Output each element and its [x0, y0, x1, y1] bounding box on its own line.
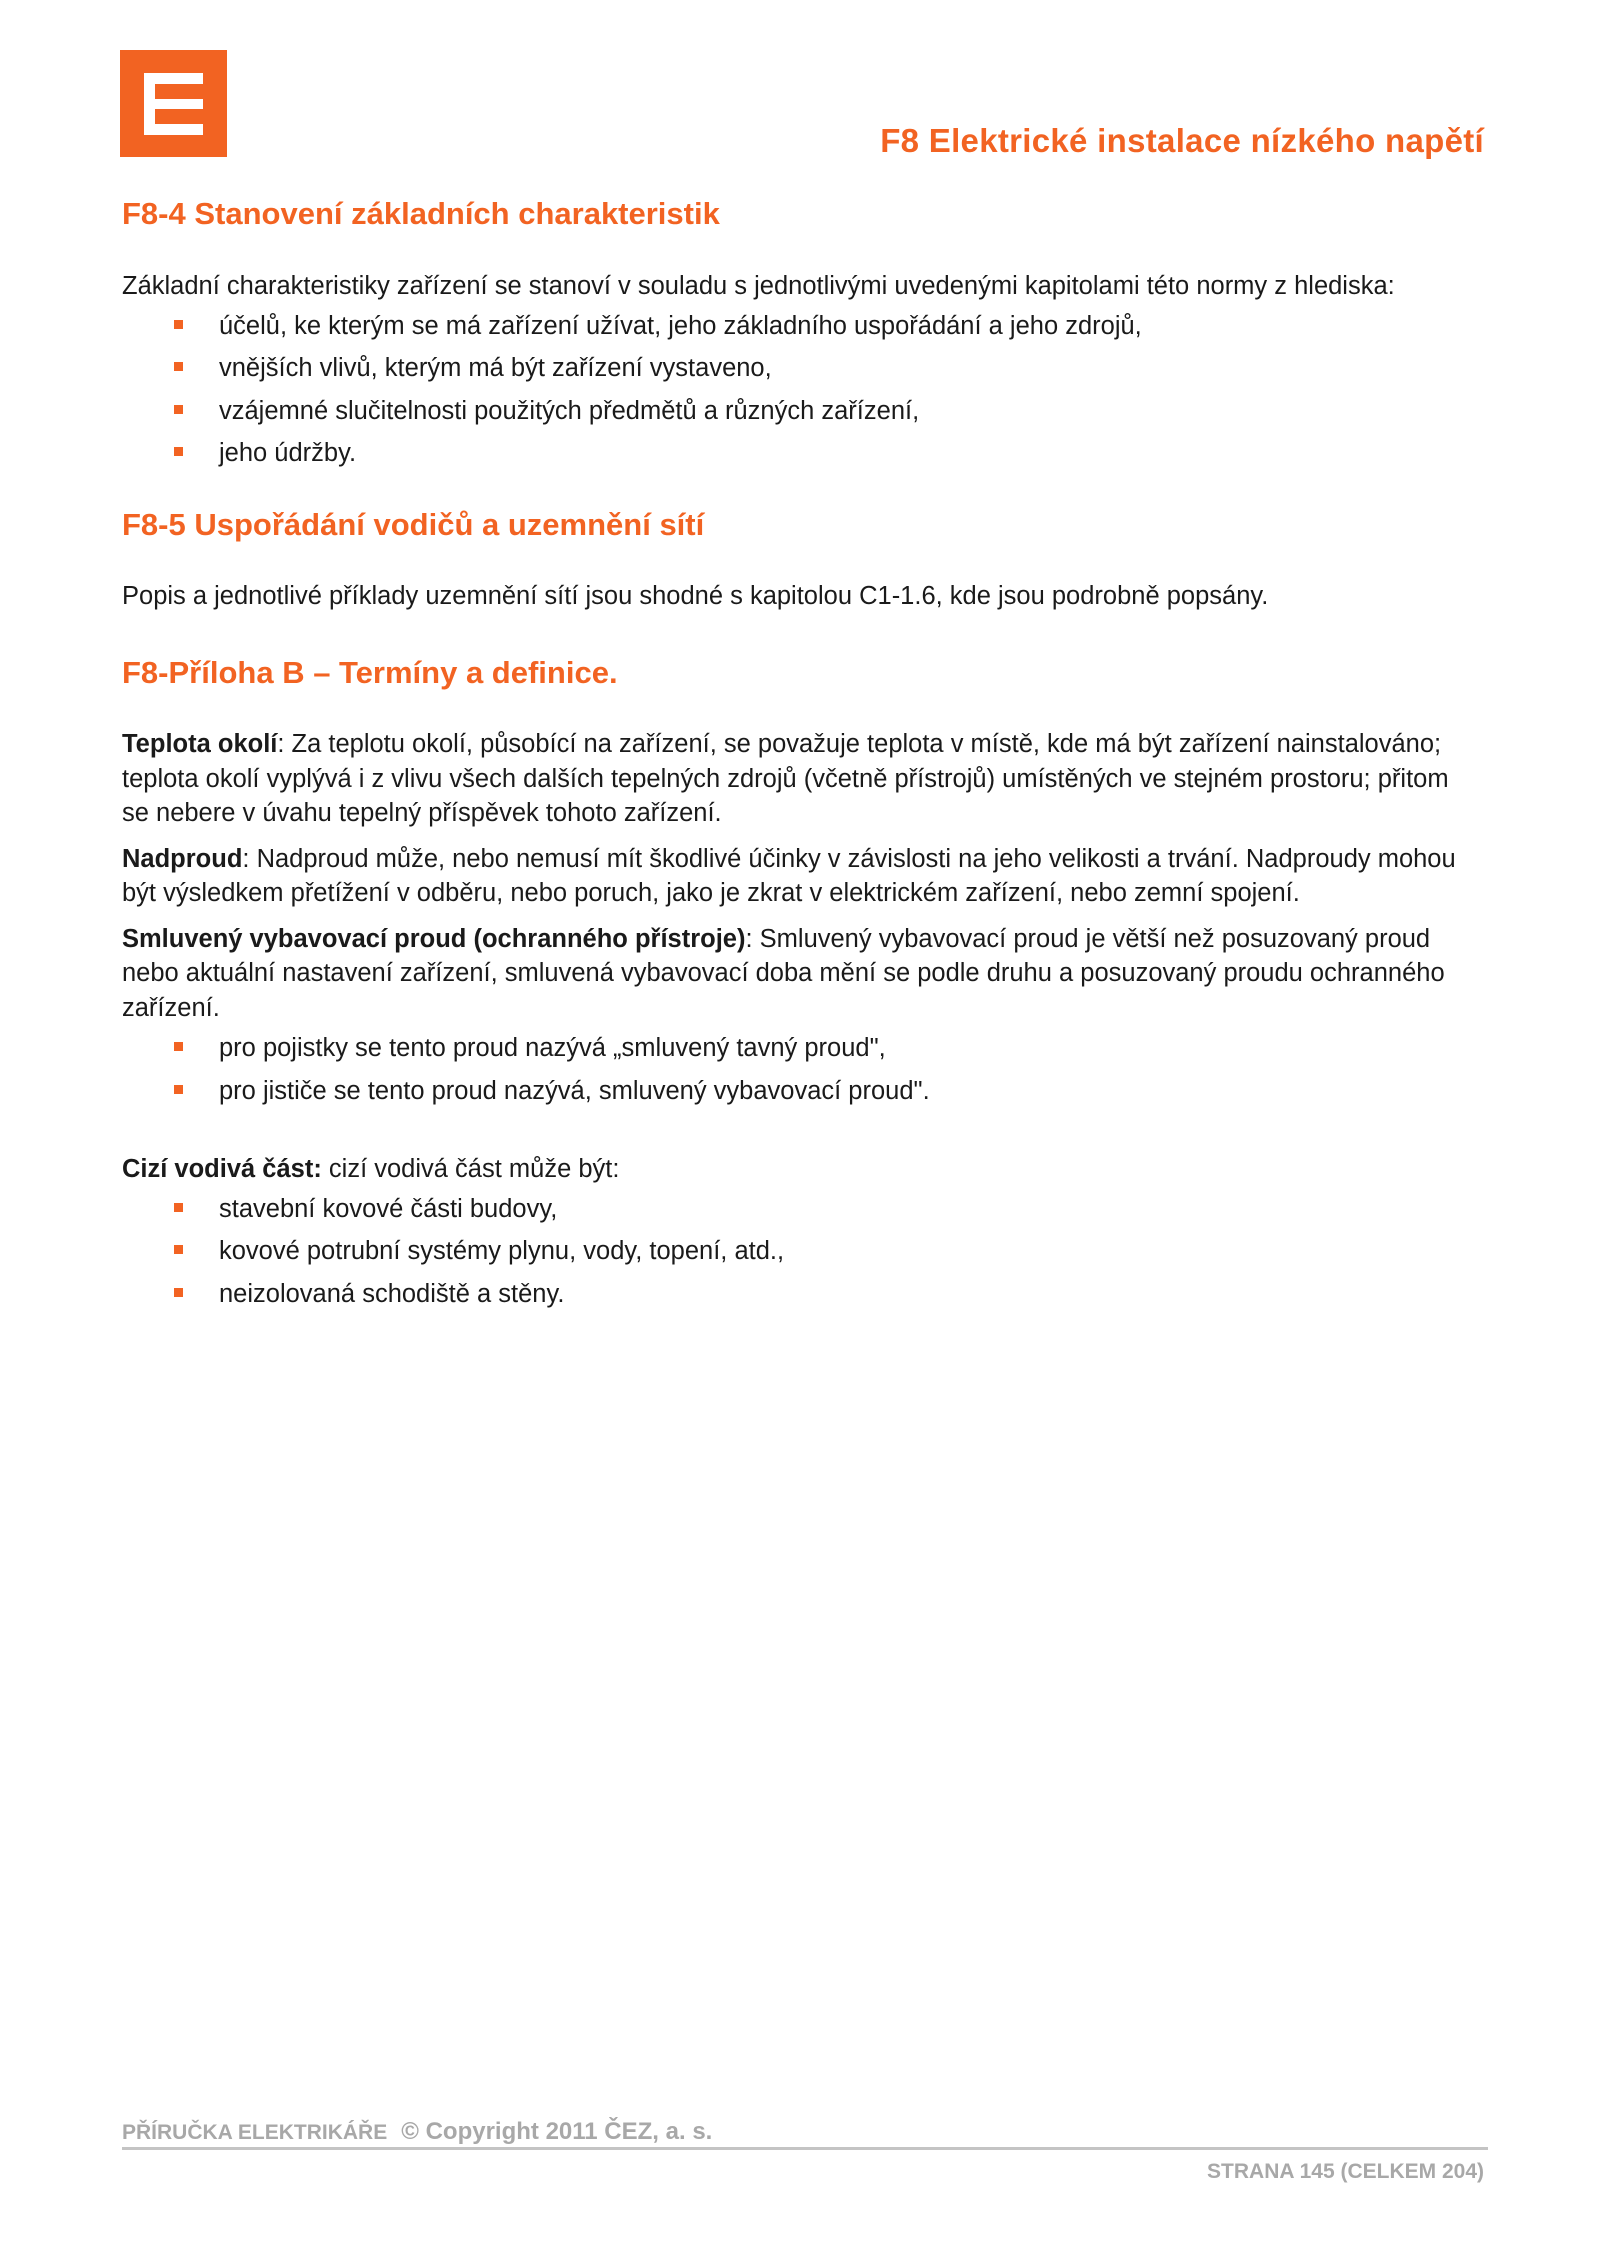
paragraph-grounding: Popis a jednotlivé příklady uzemnění sítí jsou shodné s kapitolou C1-1.6, kde jsou podrobně popsány. [122, 581, 1269, 610]
definition-extraneous-conductive-part [122, 1152, 1482, 1187]
definition-term: Nadproud [122, 844, 243, 873]
list-item: jeho údržby. [122, 432, 1482, 475]
list-item: neizolovaná schodiště a stěny. [122, 1273, 1482, 1316]
footer-divider [122, 2147, 1488, 2150]
document-title: F8 Elektrické instalace nízkého napětí [880, 122, 1484, 159]
footer-title: PŘÍRUČKA ELEKTRIKÁŘE [122, 2121, 388, 2144]
definition-text: : Smluvený vybavovací proud je větší než posuzovaný proud nebo aktuální nastavení zařízení, smluvená vybavovací doba mění se podle druhu a posuzovaný proudu ochranného zařízení. [122, 924, 1445, 1022]
list-tripping-current [122, 1027, 1482, 1112]
page-content [122, 190, 1482, 1315]
list-item: vnějších vlivů, kterým má být zařízení vystaveno, [122, 347, 1482, 390]
definition-term: Cizí vodivá část: [122, 1155, 322, 1183]
definition-text: cizí vodivá část může být: [321, 1155, 620, 1183]
list-characteristics [122, 305, 1482, 475]
list-item: kovové potrubní systémy plynu, vody, topení, atd., [122, 1230, 1482, 1273]
footer-copyright: © Copyright 2011 ČEZ, a. s. [401, 2118, 713, 2145]
definition-term: Teplota okolí [122, 730, 278, 758]
section-heading-definitions: F8-Příloha B – Termíny a definice. [122, 655, 618, 690]
paragraph-intro: Základní charakteristiky zařízení se stanoví v souladu s jednotlivými uvedenými kapitolami této normy z hlediska: [122, 272, 1395, 300]
definition-text: : Nadproud může, nebo nemusí mít škodlivé účinky v závislosti na jeho velikosti a trvání. Nadproudy mohou být výsledkem přetížení v odběru, nebo poruch, jako je zkrat v elektrickém zařízení, nebo zemní spojení. [122, 844, 1456, 907]
footer-page-number: STRANA 145 (CELKEM 204) [1207, 2160, 1484, 2183]
definition-ambient-temperature [122, 727, 1482, 831]
cez-logo-icon [120, 50, 227, 157]
section-heading-characteristics: F8-4 Stanovení základních charakteristik [122, 196, 720, 231]
list-item: účelů, ke kterým se má zařízení užívat, jeho základního uspořádání a jeho zdrojů, [122, 305, 1482, 348]
section-heading-grounding: F8-5 Uspořádání vodičů a uzemnění sítí [122, 506, 705, 542]
definition-tripping-current [122, 922, 1482, 1026]
footer-publication [122, 2118, 712, 2146]
definition-term: Smluvený vybavovací proud (ochranného přístroje) [122, 924, 746, 953]
list-item: stavební kovové části budovy, [122, 1188, 1482, 1231]
list-item: pro jističe se tento proud nazývá, smluvený vybavovací proud". [122, 1070, 1482, 1113]
list-conductive-parts [122, 1188, 1482, 1316]
list-item: pro pojistky se tento proud nazývá „smluvený tavný proud", [122, 1027, 1482, 1070]
definition-text: : Za teplotu okolí, působící na zařízení, se považuje teplota v místě, kde má být zařízení nainstalováno; teplota okolí vyplývá i z vlivu všech dalších tepelných zdrojů (včetně přístrojů) umístěných ve stejném prostoru; přitom se nebere v úvahu tepelný příspěvek tohoto zařízení. [122, 730, 1449, 827]
definition-overcurrent [122, 842, 1482, 911]
list-item: vzájemné slučitelnosti použitých předmětů a různých zařízení, [122, 390, 1482, 433]
